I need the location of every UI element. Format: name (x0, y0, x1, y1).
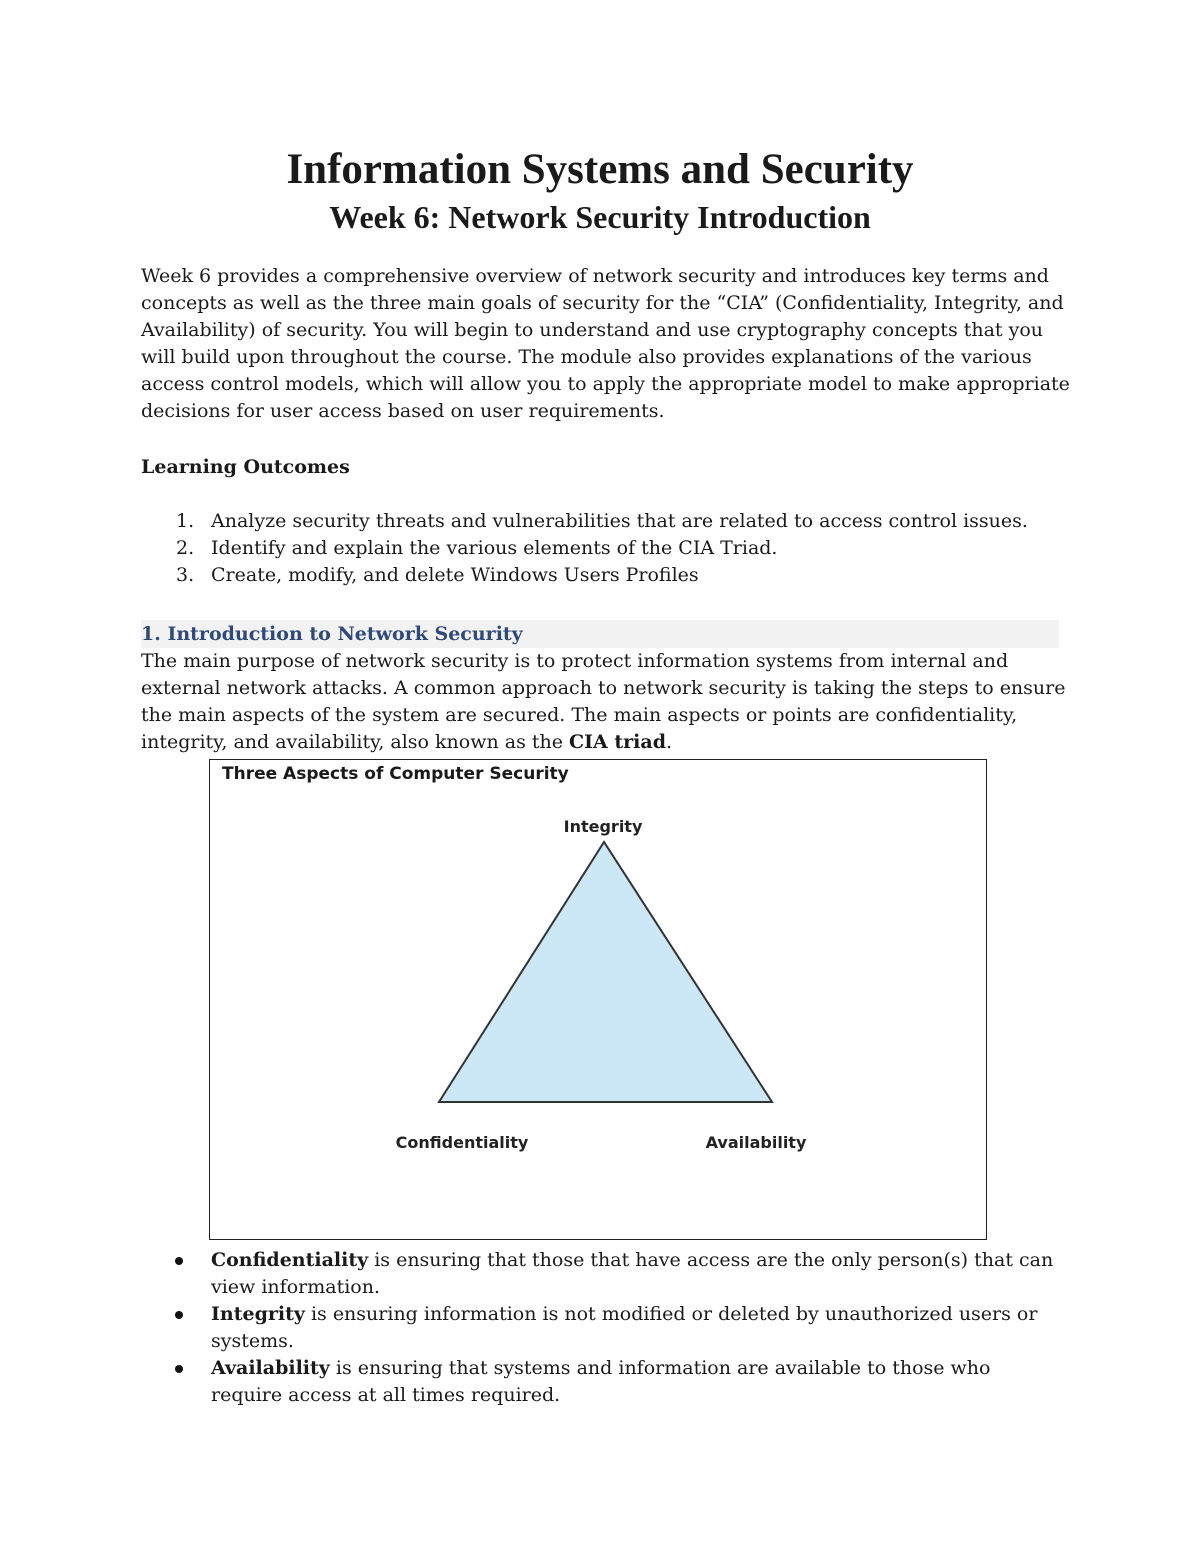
bullet-icon (175, 1365, 183, 1373)
definition-text: is ensuring information is not modified or deleted by unauthorized users or systems. (211, 1303, 1038, 1352)
page-title: Information Systems and Security (286, 146, 914, 193)
bullet-icon (175, 1257, 183, 1265)
figure-title: Three Aspects of Computer Security (222, 764, 569, 784)
definition-term: Confidentiality (211, 1249, 369, 1271)
section-body-text: The main purpose of network security is to protect information systems from internal and external network attacks. A common approach to network security is taking the steps to ensure the main aspects of the system are secured. The main aspects or points are confidentiality, integrity, and availability, also known as the (141, 650, 1066, 753)
learning-outcomes-list (141, 508, 1061, 589)
section-body (141, 648, 1071, 756)
intro-paragraph: Week 6 provides a comprehensive overview of network security and introduces key terms and concepts as well as the three main goals of security for the “CIA” (Confidentiality, Integrity, and Availability) of security. You will begin to understand and use cryptography concepts that you will build upon throughout the course. The module also provides explanations of the various access control models, which will allow you to apply the appropriate model to make appropriate decisions for user access based on user requirements. (141, 265, 1070, 422)
list-item (141, 508, 1061, 535)
page-subtitle: Week 6: Network Security Introduction (329, 199, 871, 235)
list-item (141, 1355, 1061, 1409)
list-number: 1. (176, 510, 195, 532)
list-item (141, 562, 1061, 589)
section-body-end: . (666, 731, 673, 753)
bullet-icon (175, 1311, 183, 1319)
list-item (141, 1301, 1061, 1355)
integrity-label: Integrity (563, 817, 643, 836)
definition-term: Integrity (211, 1303, 305, 1325)
availability-label: Availability (705, 1133, 807, 1152)
definition-text: is ensuring that those that have access are the only person(s) that can view information. (211, 1249, 1054, 1298)
confidentiality-label: Confidentiality (395, 1133, 529, 1152)
cia-triad-term: CIA triad (569, 731, 666, 753)
definition-term: Availability (211, 1357, 330, 1379)
list-item (141, 1247, 1061, 1301)
list-item (141, 535, 1061, 562)
cia-triangle-diagram (210, 760, 988, 1241)
cia-triangle (439, 842, 772, 1102)
cia-triad-figure (209, 759, 987, 1240)
list-number: 3. (176, 564, 195, 586)
list-item-text: Identify and explain the various elements of the CIA Triad. (211, 537, 778, 559)
list-item-text: Create, modify, and delete Windows Users Profiles (211, 564, 699, 586)
learning-outcomes-heading: Learning Outcomes (141, 456, 350, 478)
list-number: 2. (176, 537, 195, 559)
section-heading: 1. Introduction to Network Security (141, 620, 1059, 648)
definition-text: is ensuring that systems and information are available to those who require access at all times required. (211, 1357, 991, 1406)
cia-definitions-list (141, 1247, 1061, 1409)
list-item-text: Analyze security threats and vulnerabilities that are related to access control issues. (211, 510, 1028, 532)
